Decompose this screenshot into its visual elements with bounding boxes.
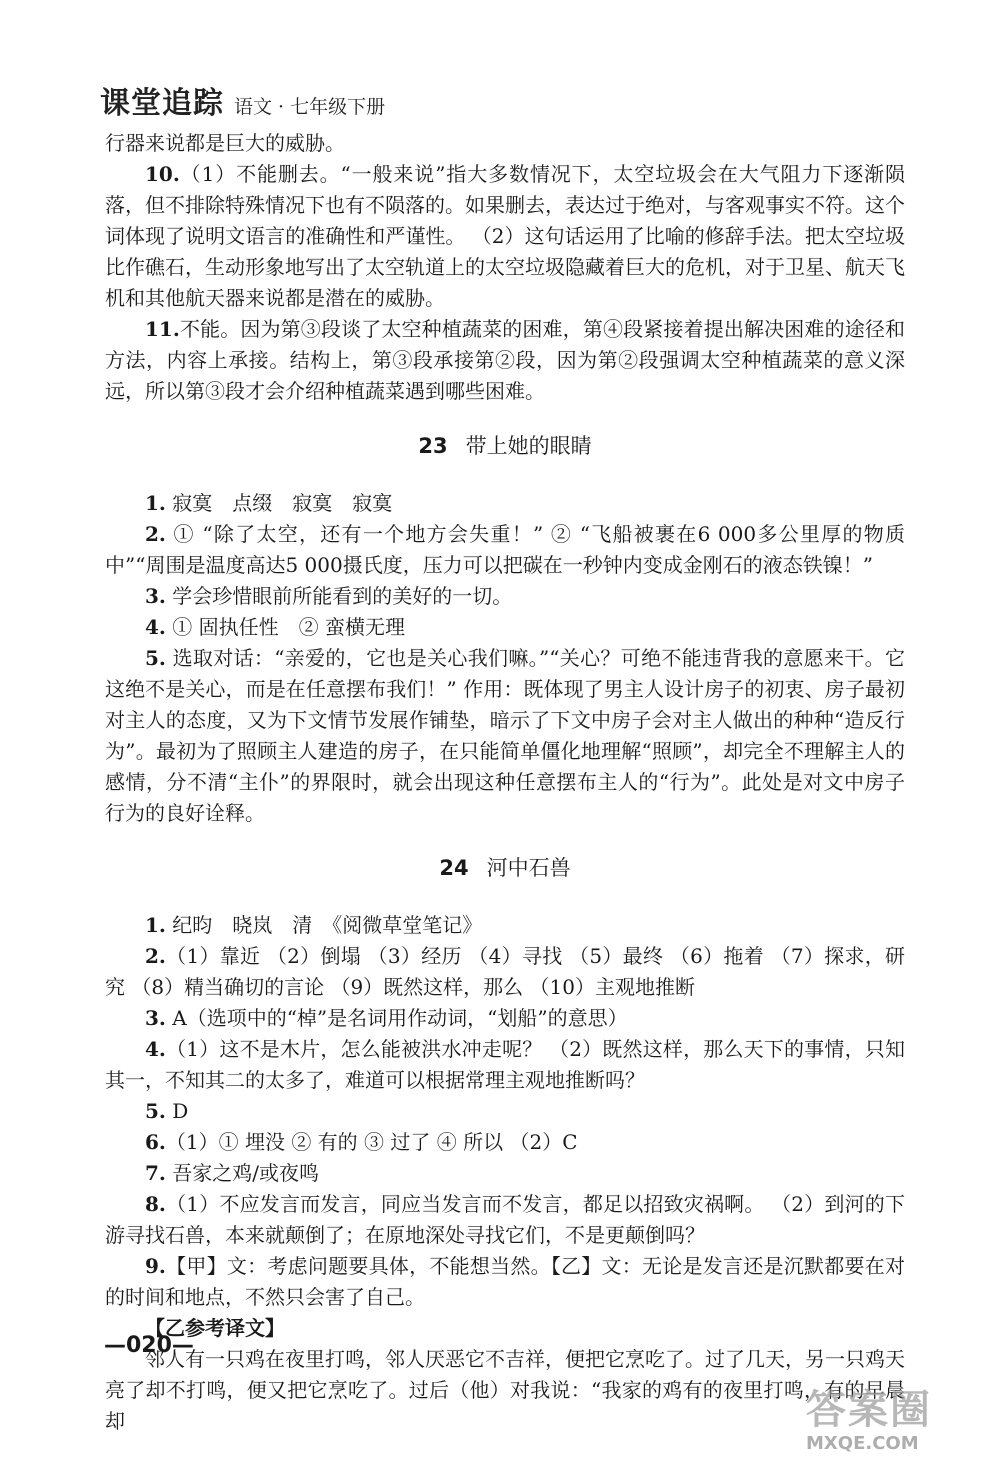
s23-item-3: 3. 学会珍惜眼前所能看到的美好的一切。 [145, 584, 513, 608]
brand-title: 课堂追踪 [100, 86, 224, 121]
reference-translation: 邻人有一只鸡在夜里打鸣，邻人厌恶它不吉祥，便把它烹吃了。过了几天，另一只鸡天亮了却不打鸣，便又把它烹吃了。过后（他）对我说：“我家的鸡有的夜里打鸣，有的早晨却 [105, 1347, 905, 1433]
answer-item-10: 10.（1）不能删去。“一般来说”指大多数情况下，太空垃圾会在大气阻力下逐渐陨落，但不排除特殊情况下也有不陨落的。如果删去，表达过于绝对，与客观事实不符。这个词体现了说明文语言的准确性和严谨性。 （2）这句话运用了比喻的修辞手法。把太空垃圾比作礁石，生动形象地写出了太空轨道上的太空垃圾隐藏着巨大的危机，对于卫星、航天飞机和其他航天器来说都是潜在的威胁。 [105, 162, 905, 310]
paragraph-continuation: 行器来说都是巨大的威胁。 [105, 131, 345, 155]
s24-item-7: 7. 吾家之鸡/或夜鸣 [145, 1161, 319, 1185]
s24-item-1: 1. 纪昀 晓岚 清 《阅微草堂笔记》 [145, 913, 483, 937]
s24-item-9: 9.【甲】文：考虑问题要具体，不能想当然。【乙】文：无论是发言还是沉默都要在对的时间和地点，不然只会害了自己。 [105, 1254, 905, 1309]
s24-item-2: 2.（1）靠近 （2）倒塌 （3）经历 （4）寻找 （5）最终 （6）拖着 （7）探求，研究 （8）精当确切的言论 （9）既然这样，那么 （10）主观地推断 [105, 944, 905, 999]
subject-title: 语文 · 七年级下册 [234, 96, 386, 118]
answer-item-11: 11.不能。因为第③段谈了太空种植蔬菜的困难，第④段紧接着提出解决困难的途径和方法，内容上承接。结构上，第③段承接第②段，因为第②段强调太空种植蔬菜的意义深远，所以第③段才会介绍种植蔬菜遇到哪些困难。 [105, 317, 905, 403]
s24-item-8: 8.（1）不应发言而发言，同应当发言而不发言，都足以招致灾祸啊。 （2）到河的下游寻找石兽，本来就颠倒了；在原地深处寻找它们，不是更颠倒吗？ [105, 1192, 905, 1247]
reference-heading: 【乙参考译文】 [145, 1316, 285, 1340]
watermark-logo-text: 答案圈 [806, 1387, 932, 1433]
s23-item-4: 4. ① 固执任性 ② 蛮横无理 [145, 615, 405, 639]
page-number: —020— [104, 1333, 194, 1358]
s24-item-6: 6.（1）① 埋没 ② 有的 ③ 过了 ④ 所以 （2）C [145, 1130, 578, 1154]
answer-content [105, 128, 905, 1437]
watermark-url: MXQE.COM [806, 1433, 919, 1454]
section-heading-24: 24 河中石兽 [439, 856, 571, 880]
s24-item-4: 4.（1）这不是木片，怎么能被洪水冲走呢？ （2）既然这样，那么天下的事情，只知其一，不知其二的太多了，难道可以根据常理主观地推断吗？ [105, 1037, 905, 1092]
site-watermark [806, 1378, 986, 1460]
s23-item-1: 1. 寂寞 点缀 寂寞 寂寞 [145, 491, 393, 515]
page-header [100, 78, 385, 122]
s24-item-3: 3. A（选项中的“棹”是名词用作动词，“划船”的意思） [145, 1006, 628, 1030]
section-heading-23: 23 带上她的眼睛 [418, 434, 592, 458]
s24-item-5: 5. D [145, 1099, 189, 1123]
s23-item-5: 5. 选取对话：“亲爱的，它也是关心我们嘛。”“关心？可绝不能违背我的意愿来干。它这绝不是关心，而是在任意摆布我们！” 作用：既体现了男主人设计房子的初衷、房子最初对主人的态度，又为下文情节发展作铺垫，暗示了下文中房子会对主人做出的种种“造反行为”。最初为了照顾主人建造的房子，在只能简单僵化地理解“照顾”，却完全不理解主人的感情，分不清“主仆”的界限时，就会出现这种任意摆布主人的“行为”。此处是对文中房子行为的良好诠释。 [105, 646, 905, 825]
s23-item-2: 2. ① “除了太空，还有一个地方会失重！” ② “飞船被裹在6 000多公里厚的物质中”“周围是温度高达5 000摄氏度，压力可以把碳在一秒钟内变成金刚石的液态铁镍！” [105, 522, 905, 577]
